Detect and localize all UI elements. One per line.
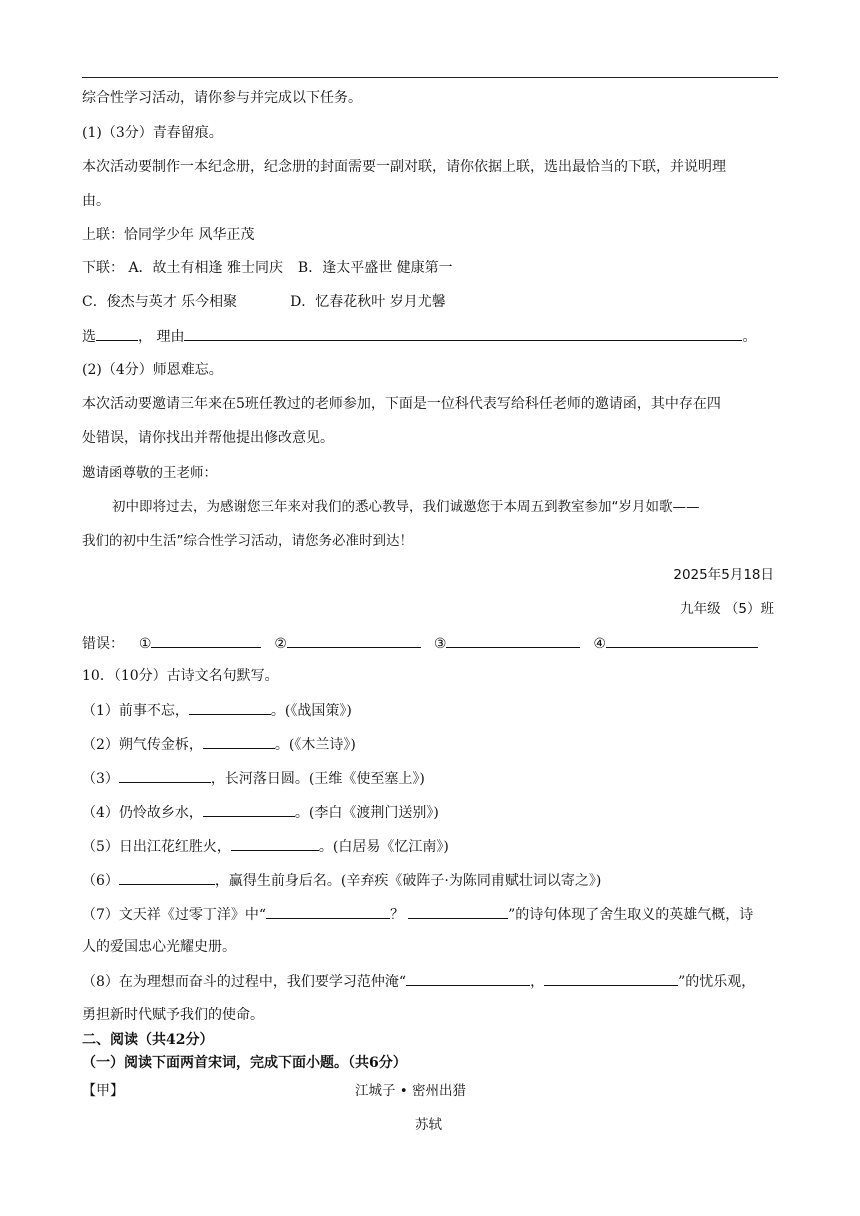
poem-blank-8a[interactable] [406,971,530,986]
letter-date: 2025年5月18日 [673,567,774,583]
letter-salutation: 邀请函尊敬的王老师： [82,465,217,481]
poem-item-6: （6） ，赢得生前身后名。(辛弃疾《破阵子·为陈同甫赋壮词以寄之》) [82,870,601,891]
option-row-cd [82,292,446,312]
error-blank-4[interactable] [606,633,758,648]
task-2-instruction-cont: 处错误，请你找出并帮他提出修改意见。 [82,430,334,446]
option-a: 下联： A．故土有相逢 雅士同庆 [82,260,284,276]
poem-blank-4[interactable] [203,802,295,817]
errors-label: 错误： [82,636,124,652]
poem-item-2: （2）朔气传金柝， 。(《木兰诗》) [82,734,356,755]
poem-blank-1[interactable] [189,700,271,715]
section-2-heading: 二、阅读（共42分） [82,1032,214,1048]
poem-author: 苏轼 [415,1117,442,1133]
task-1-instruction-cont: 由。 [82,193,110,209]
poem-title: 江城子 • 密州出猎 [355,1083,467,1099]
poem-item-7: （7）文天祥《过零丁洋》中“ ？ ”的诗句体现了舍生取义的英雄气概，诗 [82,904,753,925]
option-row-ab [82,258,453,278]
poem-jia-label: 【甲】 [82,1083,124,1099]
poem-blank-5[interactable] [231,836,319,851]
upper-couplet: 上联：恰同学少年 风华正茂 [82,227,255,243]
poem-blank-8b[interactable] [544,971,678,986]
poem-blank-7a[interactable] [266,904,390,919]
task-2-heading: (2)（4分）师恩难忘。 [82,362,223,378]
poem-item-8: （8）在为理想而奋斗的过程中，我们要学习范仲淹“ ， ”的忧乐观， [82,971,755,992]
poem-blank-6[interactable] [119,870,215,885]
task-1-heading: (1)（3分）青春留痕。 [82,125,223,141]
poem-item-4: （4）仍怜故乡水， 。(李白《渡荆门送别》) [82,802,439,823]
error-blank-3[interactable] [446,633,580,648]
poem-item-3: （3） ，长河落日圆。(王维《使至塞上》) [82,768,425,789]
letter-body: 初中即将过去，为感谢您三年来对我们的悉心教导，我们诚邀您于本周五到教室参加“岁月如歌—— [112,499,700,515]
poem-item-7-cont: 人的爱国忠心光耀史册。 [82,939,236,955]
reason-label: ， 理由 [138,329,185,345]
subsection-1-heading: （一）阅读下面两首宋词，完成下面小题。（共6分） [82,1055,407,1071]
poem-blank-7b[interactable] [408,904,508,919]
option-c: C．俊杰与英才 乐今相聚 [82,294,238,310]
option-b: B．逢太平盛世 健康第一 [297,260,453,276]
option-d: D．忆春花秋叶 岁月尤馨 [290,294,446,310]
poem-blank-3[interactable] [119,768,211,783]
answer-line: 选 ， 理由 。 [82,326,756,347]
question-10-heading: 10．（10分）古诗文名句默写。 [82,668,279,684]
task-1-instruction: 本次活动要制作一本纪念册，纪念册的封面需要一副对联，请你依据上联，选出最恰当的下联，并说明理 [82,159,726,175]
choice-blank[interactable] [96,326,138,341]
poem-item-1: （1）前事不忘， 。(《战国策》) [82,700,352,721]
poem-item-8-cont: 勇担新时代赋予我们的使命。 [82,1007,264,1023]
errors-line: 错误： ① ② ③ ④ [82,633,758,654]
choose-label: 选 [82,329,96,345]
letter-body-cont: 我们的初中生活”综合性学习活动，请您务必准时到达！ [82,533,413,549]
poem-item-5: （5）日出江花红胜火， 。(白居易《忆江南》) [82,836,449,857]
task-2-instruction: 本次活动要邀请三年来在5班任教过的老师参加，下面是一位科代表写给科任老师的邀请函，其中存在四 [82,396,721,412]
intro-line: 综合性学习活动，请你参与并完成以下任务。 [82,90,362,106]
error-blank-2[interactable] [287,633,421,648]
reason-blank[interactable] [184,326,742,341]
letter-signature: 九年级 （5）班 [680,601,774,617]
error-blank-1[interactable] [151,633,261,648]
header-rule [82,77,778,78]
poem-blank-2[interactable] [203,734,275,749]
